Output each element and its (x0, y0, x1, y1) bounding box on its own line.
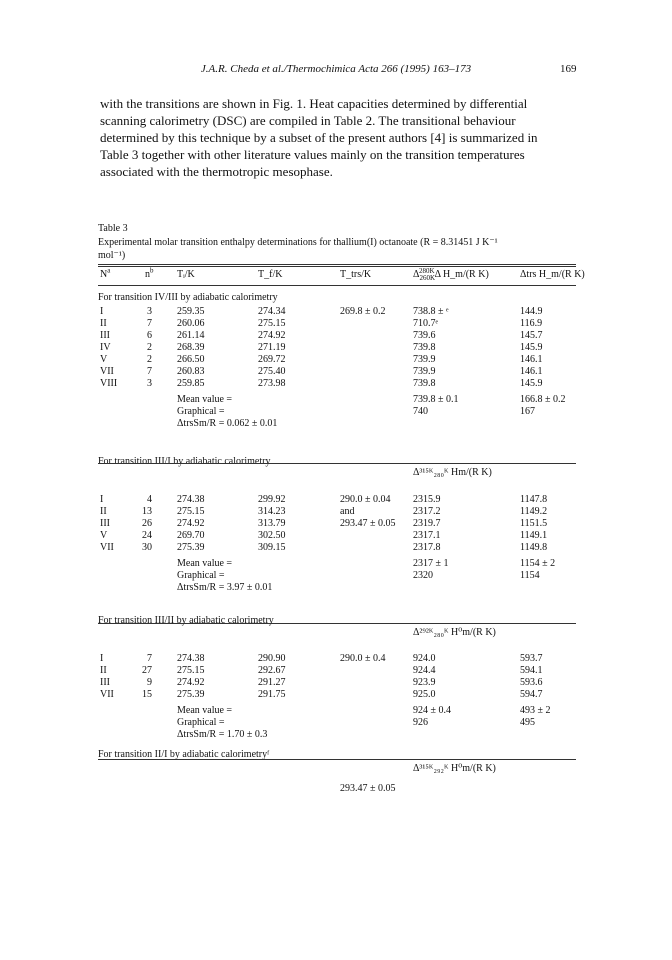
table-cell: 738.8 ± ᵉ (413, 306, 449, 317)
table-cell: 275.15 (177, 665, 205, 676)
mean-label: Mean value = (177, 705, 233, 716)
table-cell: VIII (100, 378, 118, 389)
table-cell: 739.8 (413, 378, 436, 389)
mean-label: Mean value = (177, 558, 233, 569)
table-cell: 7 (147, 366, 152, 377)
table-cell: 2317.1 (413, 530, 441, 541)
trs-value: 293.47 ± 0.05 (340, 783, 396, 794)
table-cell: 6 (147, 330, 152, 341)
table-cell: 266.50 (177, 354, 205, 365)
table-cell: 2315.9 (413, 494, 441, 505)
entropy-value: ΔtrsSm/R = 3.97 ± 0.01 (177, 582, 273, 593)
table-cell: 593.6 (520, 677, 543, 688)
section-title: For transition II/I by adiabatic calorimetryᶠ (98, 749, 270, 760)
table-label: Table 3 (98, 223, 128, 234)
table-cell: 594.1 (520, 665, 543, 676)
table-cell: 275.40 (258, 366, 286, 377)
table-cell: 924.4 (413, 665, 436, 676)
col-header-delta-h: $\Delta_{260K}^{280K}\Delta$ H_m/(R K) (413, 266, 489, 282)
table-cell: 261.14 (177, 330, 205, 341)
table-cell: V (100, 354, 108, 365)
table-cell: 1151.5 (520, 518, 548, 529)
table-cell: I (100, 306, 104, 317)
table-cell: 15 (142, 689, 152, 700)
table-cell: VII (100, 542, 114, 553)
table-cell: 290.0 ± 0.04 (340, 494, 391, 505)
table-cell: 593.7 (520, 653, 543, 664)
table-cell: 145.7 (520, 330, 543, 341)
table-cell: 274.92 (258, 330, 286, 341)
table-cell: 259.85 (177, 378, 205, 389)
section-title: For transition III/II by adiabatic calorimetry (98, 615, 274, 626)
table-cell: 145.9 (520, 342, 543, 353)
table-cell: 275.15 (177, 506, 205, 517)
table-cell: 1147.8 (520, 494, 548, 505)
table-cell: 290.0 ± 0.4 (340, 653, 386, 664)
table-cell: 3 (147, 306, 152, 317)
section-title: For transition IV/III by adiabatic calorimetry (98, 292, 278, 303)
table-cell: 26 (142, 518, 152, 529)
table-cell: 274.92 (177, 677, 205, 688)
table-cell: 275.39 (177, 542, 205, 553)
intro-line: with the transitions are shown in Fig. 1. Heat capacities determined by differential (100, 96, 528, 111)
mean-h: 739.8 ± 0.1 (413, 394, 459, 405)
table-cell: 146.1 (520, 366, 543, 377)
table-cell: I (100, 494, 104, 505)
table-cell: 24 (142, 530, 152, 541)
table-cell: 268.39 (177, 342, 205, 353)
table-cell: III (100, 518, 110, 529)
table-cell: 275.15 (258, 318, 286, 329)
entropy-value: ΔtrsSm/R = 1.70 ± 0.3 (177, 729, 268, 740)
table-cell: VII (100, 366, 114, 377)
entropy-value: ΔtrsSm/R = 0.062 ± 0.01 (177, 418, 278, 429)
table-cell: 739.9 (413, 354, 436, 365)
table-cell: 145.9 (520, 378, 543, 389)
table-cell: VII (100, 689, 114, 700)
table-cell: II (100, 318, 107, 329)
mean-trs: 1154 ± 2 (520, 558, 556, 569)
table-cell: V (100, 530, 108, 541)
col-header-ti: Tᵢ/K (177, 269, 195, 280)
table-cell: I (100, 653, 104, 664)
table-cell: 739.9 (413, 366, 436, 377)
table-cell: 314.23 (258, 506, 286, 517)
mean-h: 2317 ± 1 (413, 558, 449, 569)
table-cell: 2319.7 (413, 518, 441, 529)
table-cell: 271.19 (258, 342, 286, 353)
table-top-rule (98, 264, 576, 265)
table-cell: 274.38 (177, 653, 205, 664)
table-cell: 290.90 (258, 653, 286, 664)
section-rule (98, 759, 576, 760)
col-header-n-code: $N^a$ (100, 266, 111, 280)
table-cell: 925.0 (413, 689, 436, 700)
intro-line: determined by this technique by a subset of the present authors [4] is summarized in (100, 130, 538, 145)
table-cell: 291.75 (258, 689, 286, 700)
table-cell: and (340, 506, 355, 517)
graphical-h: 926 (413, 717, 428, 728)
table-cell: 710.7ᵉ (413, 318, 439, 329)
table-cell: 2 (147, 354, 152, 365)
table-top-rule-2 (98, 266, 576, 267)
table-cell: 269.70 (177, 530, 205, 541)
table-cell: 299.92 (258, 494, 286, 505)
table-cell: 1149.1 (520, 530, 548, 541)
table-cell: II (100, 665, 107, 676)
col-header-tf: T_f/K (258, 269, 283, 280)
table-cell: 291.27 (258, 677, 286, 688)
graphical-label: Graphical = (177, 717, 225, 728)
graphical-h: 740 (413, 406, 428, 417)
graphical-trs: 1154 (520, 570, 540, 581)
table-cell: 739.8 (413, 342, 436, 353)
graphical-trs: 495 (520, 717, 535, 728)
graphical-label: Graphical = (177, 406, 225, 417)
table-cell: IV (100, 342, 111, 353)
table-cell: 923.9 (413, 677, 436, 688)
table-cell: 924.0 (413, 653, 436, 664)
table-cell: 30 (142, 542, 152, 553)
table-cell: 739.6 (413, 330, 436, 341)
table-cell: 4 (147, 494, 152, 505)
table-cell: III (100, 330, 110, 341)
table-cell: 146.1 (520, 354, 543, 365)
section-subheader: Δ³¹⁵ᴷ₂₉₂ᴷ H⁰m/(R K) (413, 763, 496, 774)
table-caption-line2: mol⁻¹) (98, 250, 126, 261)
table-cell: 7 (147, 318, 152, 329)
table-cell: III (100, 677, 110, 688)
mean-h: 924 ± 0.4 (413, 705, 451, 716)
table-cell: 313.79 (258, 518, 286, 529)
table-cell: 273.98 (258, 378, 286, 389)
mean-trs: 493 ± 2 (520, 705, 551, 716)
table-cell: 260.06 (177, 318, 205, 329)
page-number: 169 (560, 63, 577, 75)
table-cell: 292.67 (258, 665, 286, 676)
section-subheader: Δ³¹⁵ᴷ₂₈₀ᴷ Hm/(R K) (413, 467, 492, 478)
col-header-trs-h: Δtrs H_m/(R K) (520, 269, 585, 280)
table-cell: 259.35 (177, 306, 205, 317)
table-cell: 9 (147, 677, 152, 688)
intro-paragraph (100, 95, 572, 180)
table-cell: 7 (147, 653, 152, 664)
section-rule (98, 463, 576, 464)
intro-line: Table 3 together with other literature values mainly on the transition temperatures (100, 147, 525, 162)
section-rule (98, 623, 576, 624)
table-cell: 260.83 (177, 366, 205, 377)
running-title: J.A.R. Cheda et al./Thermochimica Acta 266 (1995) 163–173 (200, 63, 472, 75)
graphical-h: 2320 (413, 570, 433, 581)
table-cell: 3 (147, 378, 152, 389)
section-subheader: Δ²⁹²ᴷ₂₈₀ᴷ H⁰m/(R K) (413, 627, 496, 638)
table-cell: II (100, 506, 107, 517)
col-header-ttrs: T_trs/K (340, 269, 372, 280)
table-cell: 293.47 ± 0.05 (340, 518, 396, 529)
intro-line: associated with the thermotropic mesophase. (100, 164, 333, 179)
table-caption-line1: Experimental molar transition enthalpy determinations for thallium(I) octanoate (R = 8.31451 J K⁻¹ (98, 237, 498, 248)
table-cell: 2 (147, 342, 152, 353)
col-header-n-runs: $n^b$ (145, 266, 154, 280)
table-cell: 144.9 (520, 306, 543, 317)
graphical-trs: 167 (520, 406, 535, 417)
table-cell: 27 (142, 665, 152, 676)
table-cell: 274.34 (258, 306, 286, 317)
intro-line: scanning calorimetry (DSC) are compiled in Table 2. The transitional behaviour (100, 113, 516, 128)
table-cell: 302.50 (258, 530, 286, 541)
section-title: For transition III/I by adiabatic calorimetry (98, 456, 271, 467)
table-cell: 2317.2 (413, 506, 441, 517)
table-cell: 274.92 (177, 518, 205, 529)
table-cell: 594.7 (520, 689, 543, 700)
table-cell: 116.9 (520, 318, 543, 329)
table-cell: 13 (142, 506, 152, 517)
table-cell: 269.72 (258, 354, 286, 365)
table-cell: 275.39 (177, 689, 205, 700)
table-cell: 2317.8 (413, 542, 441, 553)
mean-label: Mean value = (177, 394, 233, 405)
table-cell: 274.38 (177, 494, 205, 505)
graphical-label: Graphical = (177, 570, 225, 581)
table-cell: 1149.2 (520, 506, 548, 517)
table-cell: 269.8 ± 0.2 (340, 306, 386, 317)
header-bottom-rule (98, 285, 576, 286)
table-cell: 1149.8 (520, 542, 548, 553)
mean-trs: 166.8 ± 0.2 (520, 394, 566, 405)
table-cell: 309.15 (258, 542, 286, 553)
